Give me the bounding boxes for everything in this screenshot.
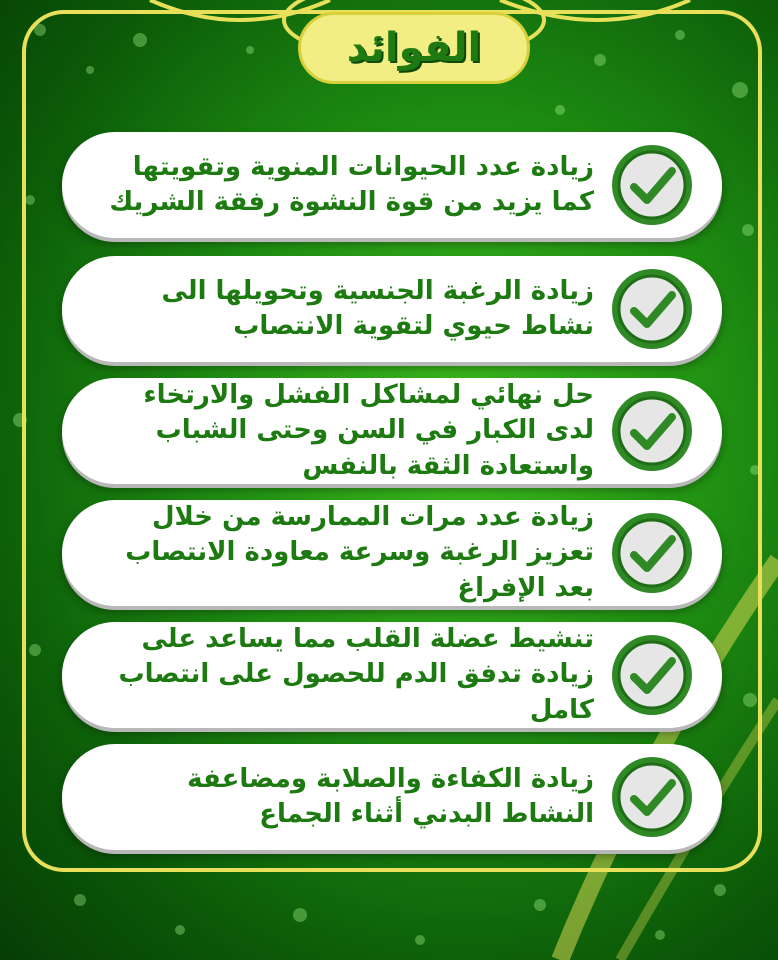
check-circle-icon bbox=[610, 633, 694, 717]
check-circle-icon bbox=[610, 511, 694, 595]
benefit-text: حل نهائي لمشاكل الفشل والارتخاء لدى الكبار في السن وحتى الشباب واستعادة الثقة بالنفس bbox=[143, 380, 594, 481]
benefit-item bbox=[62, 256, 722, 362]
benefit-text: زيادة عدد الحيوانات المنوية وتقويتها كما يزيد من قوة النشوة رفقة الشريك bbox=[109, 151, 594, 217]
check-circle-icon bbox=[610, 389, 694, 473]
title-badge bbox=[298, 12, 530, 84]
check-circle-icon bbox=[610, 267, 694, 351]
benefit-item bbox=[62, 132, 722, 238]
check-circle-icon bbox=[610, 143, 694, 227]
benefit-item bbox=[62, 378, 722, 484]
check-circle-icon bbox=[610, 755, 694, 839]
benefit-item bbox=[62, 500, 722, 606]
benefit-text: تنشيط عضلة القلب مما يساعد على زيادة تدفق الدم للحصول على انتصاب كامل bbox=[118, 624, 594, 725]
benefit-text: زيادة عدد مرات الممارسة من خلال تعزيز الرغبة وسرعة معاودة الانتصاب بعد الإفراغ bbox=[125, 502, 594, 603]
benefit-item bbox=[62, 744, 722, 850]
benefit-text: زيادة الرغبة الجنسية وتحويلها الى نشاط حيوي لتقوية الانتصاب bbox=[161, 275, 594, 341]
benefit-text: زيادة الكفاءة والصلابة ومضاعفة النشاط البدني أثناء الجماع bbox=[187, 763, 594, 829]
page-title: الفوائد bbox=[346, 25, 482, 71]
benefit-item bbox=[62, 622, 722, 728]
